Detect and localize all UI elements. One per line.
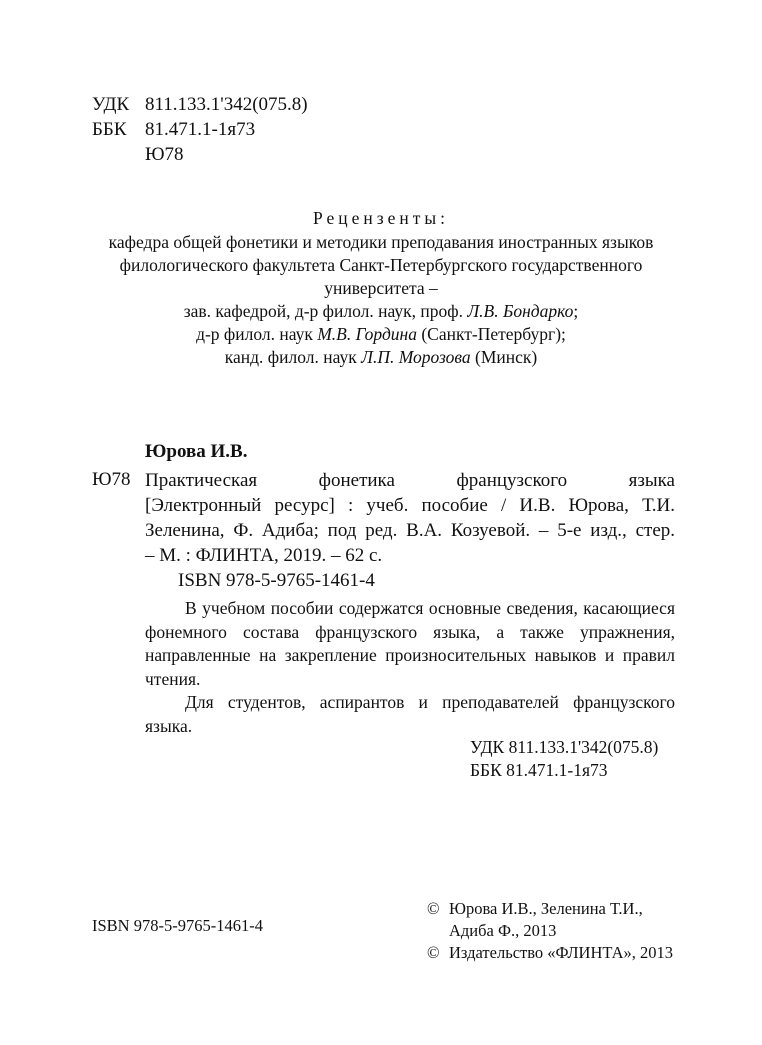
reviewer-suffix: (Минск) — [470, 347, 538, 367]
reviewer-title: зав. кафедрой, д-р филол. наук, проф. — [183, 301, 468, 321]
udk-value: 811.133.1'342(075.8) — [145, 94, 308, 115]
author-mark: Ю78 — [145, 144, 184, 165]
bottom-bbk: ББК 81.471.1-1я73 — [470, 760, 608, 780]
reviewer-suffix: (Санкт-Петербург); — [416, 324, 566, 344]
copyright-authors-line-2: Адиба Ф., 2013 — [449, 921, 557, 940]
bbk-label: ББК — [92, 119, 127, 140]
entry-code: Ю78 — [92, 469, 131, 490]
bbk-value: 81.471.1-1я73 — [145, 119, 256, 140]
reviewers-heading: Рецензенты: — [312, 208, 450, 228]
reviewer-title: канд. филол. наук — [224, 347, 362, 367]
entry-line-3: Зеленина, Ф. Адиба; под ред. В.А. Козуевой. – 5-е изд., стер. — [145, 520, 675, 541]
reviewer-name: Л.В. Бондарко — [467, 301, 574, 321]
entry-isbn: ISBN 978-5-9765-1461-4 — [178, 570, 375, 591]
copyright-publisher-text: Издательство «ФЛИНТА», 2013 — [449, 943, 674, 962]
copyright-publisher — [427, 942, 673, 964]
copyright-symbol: © — [427, 899, 440, 918]
copyright-authors — [427, 898, 643, 920]
reviewers-line-1: кафедра общей фонетики и методики преподавания иностранных языков — [108, 232, 654, 252]
reviewer-suffix: ; — [573, 301, 579, 321]
footer-isbn: ISBN 978-5-9765-1461-4 — [92, 916, 263, 935]
copyright-authors-cont — [427, 920, 556, 942]
reviewers-line-2: филологического факультета Санкт-Петербургского государственного — [119, 255, 643, 275]
copyright-symbol: © — [427, 943, 440, 962]
reviewer-gordina — [0, 323, 762, 346]
reviewer-name: М.В. Гордина — [317, 324, 417, 344]
bottom-udk: УДК 811.133.1'342(075.8) — [470, 737, 659, 757]
annotation-paragraph-2: Для студентов, аспирантов и преподавателей французского языка. — [145, 692, 675, 736]
reviewers-line-3: университета – — [324, 278, 438, 298]
reviewer-title: д-р филол. наук — [196, 324, 318, 344]
copyright-authors-line-1: Юрова И.В., Зеленина Т.И., — [449, 899, 643, 918]
entry-line-1: Практическая фонетика французского языка — [145, 470, 675, 491]
entry-line-2: [Электронный ресурс] : учеб. пособие / И.В. Юрова, Т.И. — [145, 495, 675, 516]
reviewer-morozova — [0, 346, 762, 369]
reviewer-bondarko — [0, 300, 762, 323]
entry-author: Юрова И.В. — [145, 441, 248, 462]
entry-line-4: – М. : ФЛИНТА, 2019. – 62 с. — [145, 545, 383, 566]
reviewer-name: Л.П. Морозова — [361, 347, 471, 367]
annotation-paragraph-1: В учебном пособии содержатся основные сведения, касающиеся фонемного состава французского языка, а также упражнения, направленные на закрепление произносительных навыков и правил чтения. — [145, 598, 675, 689]
annotation — [145, 597, 675, 738]
udk-label: УДК — [92, 94, 130, 115]
